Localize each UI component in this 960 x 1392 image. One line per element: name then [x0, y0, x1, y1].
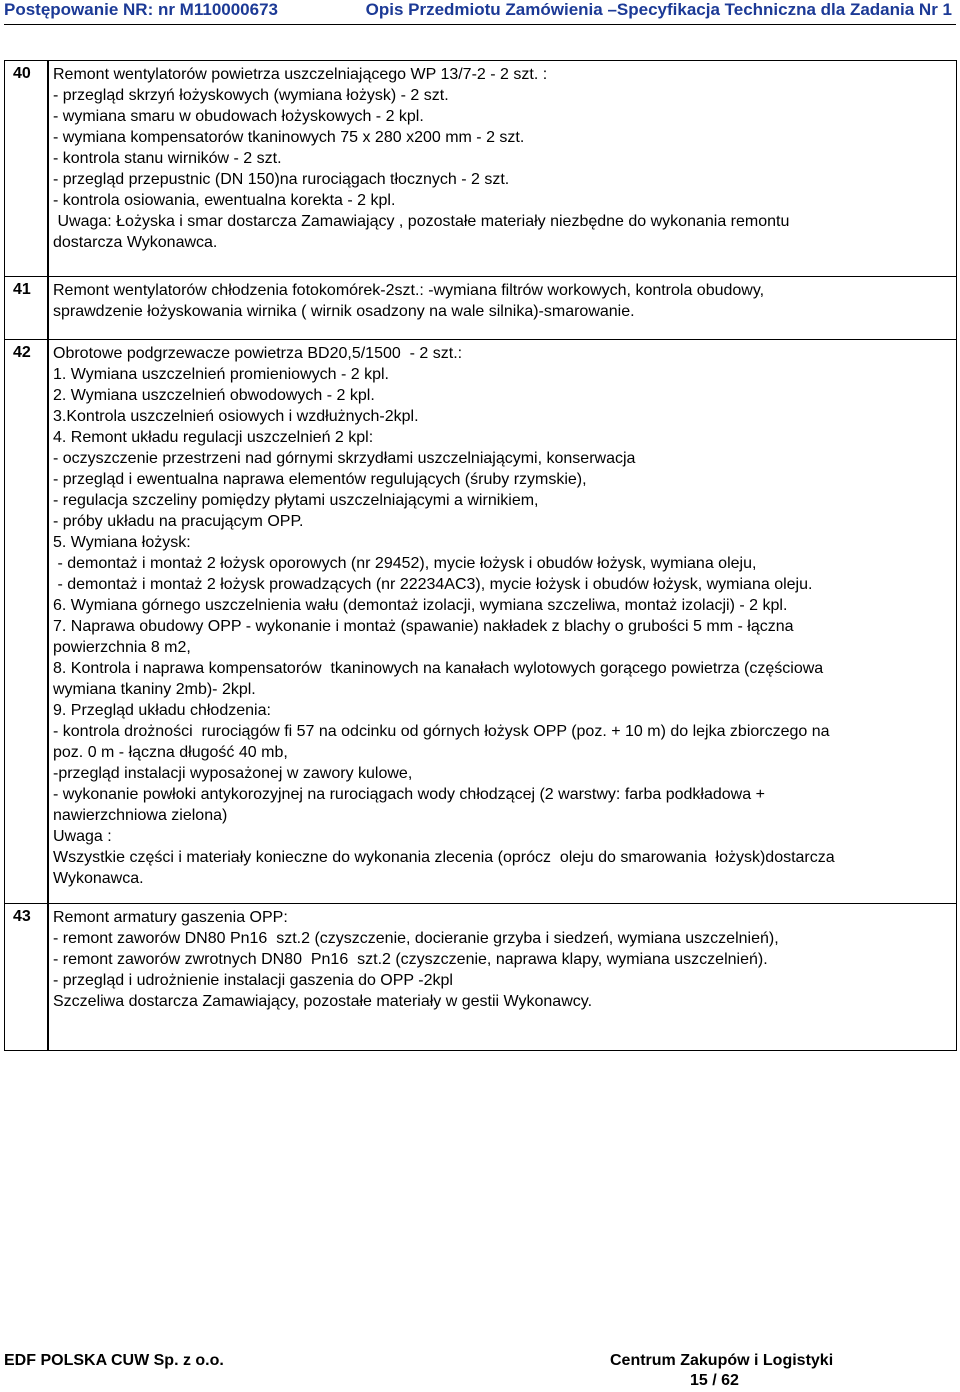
page-footer — [0, 1352, 960, 1392]
item-description — [49, 904, 956, 1050]
description-line: 8. Kontrola i naprawa kompensatorów tkaninowych na kanałach wylotowych gorącego powietrza (częściowa — [53, 660, 824, 677]
description-line: Wykonawca. — [53, 870, 144, 887]
item-description — [49, 277, 956, 339]
description-line: Remont armatury gaszenia OPP: — [53, 909, 288, 926]
description-line: 3.Kontrola uszczelnień osiowych i wzdłużnych-2kpl. — [53, 408, 419, 425]
department-name: Centrum Zakupów i Logistyki — [610, 1352, 834, 1369]
description-line: - kontrola stanu wirników - 2 szt. — [53, 150, 282, 167]
description-line: Obrotowe podgrzewacze powietrza BD20,5/1500 - 2 szt.: — [53, 345, 463, 362]
description-line: Uwaga: Łożyska i smar dostarcza Zamawiający , pozostałe materiały niezbędne do wykonania remontu — [53, 213, 790, 230]
page-header — [0, 0, 960, 22]
item-description — [49, 61, 956, 276]
description-line: Szczeliwa dostarcza Zamawiający, pozostałe materiały w gestii Wykonawcy. — [53, 993, 593, 1010]
description-line: dostarcza Wykonawca. — [53, 234, 218, 251]
table-row — [5, 277, 956, 340]
description-line: -przegląd instalacji wyposażonej w zawory kulowe, — [53, 765, 413, 782]
description-line: Uwaga : — [53, 828, 112, 845]
item-number: 42 — [5, 340, 49, 903]
item-number: 41 — [5, 277, 49, 339]
proceeding-number: Postępowanie NR: nr M110000673 — [4, 0, 279, 19]
description-line: 4. Remont układu regulacji uszczelnień 2 kpl: — [53, 429, 374, 446]
description-line: - przegląd i udrożnienie instalacji gaszenia do OPP -2kpl — [53, 972, 453, 989]
table-row — [5, 61, 956, 277]
description-line: wymiana tkaniny 2mb)- 2kpl. — [53, 681, 256, 698]
company-name: EDF POLSKA CUW Sp. z o.o. — [4, 1352, 224, 1369]
description-line: - wymiana kompensatorów tkaninowych 75 x 280 x200 mm - 2 szt. — [53, 129, 525, 146]
description-line: 5. Wymiana łożysk: — [53, 534, 191, 551]
description-line: 1. Wymiana uszczelnień promieniowych - 2 kpl. — [53, 366, 389, 383]
table-row — [5, 904, 956, 1050]
description-line: Remont wentylatorów chłodzenia fotokomórek-2szt.: -wymiana filtrów workowych, kontrola obudowy, — [53, 282, 765, 299]
item-description — [49, 340, 956, 903]
description-line: Wszystkie części i materiały konieczne do wykonania zlecenia (oprócz oleju do smarowania łożysk)dostarcza — [53, 849, 835, 866]
description-line: - kontrola drożności rurociągów fi 57 na odcinku od górnych łożysk OPP (poz. + 10 m) do lejka zbiorczego na — [53, 723, 830, 740]
description-line: - remont zaworów DN80 Pn16 szt.2 (czyszczenie, docieranie grzyba i siedzeń, wymiana uszczelnień), — [53, 930, 779, 947]
description-line: - kontrola osiowania, ewentualna korekta - 2 kpl. — [53, 192, 396, 209]
item-number: 40 — [5, 61, 49, 276]
description-line: 7. Naprawa obudowy OPP - wykonanie i montaż (spawanie) nakładek z blachy o grubości 5 mm - łączna — [53, 618, 794, 635]
description-line: Remont wentylatorów powietrza uszczelniającego WP 13/7-2 - 2 szt. : — [53, 66, 548, 83]
specification-table — [4, 60, 957, 1051]
description-line: 9. Przegląd układu chłodzenia: — [53, 702, 271, 719]
header-rule — [4, 24, 956, 25]
description-line: poz. 0 m - łączna długość 40 mb, — [53, 744, 288, 761]
description-line: 2. Wymiana uszczelnień obwodowych - 2 kpl. — [53, 387, 375, 404]
description-line: - demontaż i montaż 2 łożysk prowadzących (nr 22234AC3), mycie łożysk i obudów łożysk, wymiana oleju. — [53, 576, 813, 593]
description-line: - regulacja szczeliny pomiędzy płytami uszczelniającymi a wirnikiem, — [53, 492, 539, 509]
document-title: Opis Przedmiotu Zamówienia –Specyfikacja Techniczna dla Zadania Nr 1 — [365, 0, 952, 19]
page-number: 15 / 62 — [690, 1372, 739, 1389]
description-line: powierzchnia 8 m2, — [53, 639, 191, 656]
description-line: sprawdzenie łożyskowania wirnika ( wirnik osadzony na wale silnika)-smarowanie. — [53, 303, 635, 320]
description-line: - próby układu na pracującym OPP. — [53, 513, 304, 530]
description-line: - przegląd i ewentualna naprawa elementów regulujących (śruby rzymskie), — [53, 471, 587, 488]
description-line: - remont zaworów zwrotnych DN80 Pn16 szt.2 (czyszczenie, naprawa klapy, wymiana uszczelnień). — [53, 951, 768, 968]
description-line: 6. Wymiana górnego uszczelnienia wału (demontaż izolacji, wymiana szczeliwa, montaż izolacji) - 2 kpl. — [53, 597, 788, 614]
table-row — [5, 340, 956, 904]
description-line: - wymiana smaru w obudowach łożyskowych - 2 kpl. — [53, 108, 424, 125]
description-line: nawierzchniowa zielona) — [53, 807, 228, 824]
description-line: - wykonanie powłoki antykorozyjnej na rurociągach wody chłodzącej (2 warstwy: farba podkładowa + — [53, 786, 765, 803]
description-line: - oczyszczenie przestrzeni nad górnymi skrzydłami uszczelniającymi, konserwacja — [53, 450, 636, 467]
description-line: - demontaż i montaż 2 łożysk oporowych (nr 29452), mycie łożysk i obudów łożysk, wymiana oleju, — [53, 555, 757, 572]
description-line: - przegląd skrzyń łożyskowych (wymiana łożysk) - 2 szt. — [53, 87, 449, 104]
item-number: 43 — [5, 904, 49, 1050]
description-line: - przegląd przepustnic (DN 150)na rurociągach tłocznych - 2 szt. — [53, 171, 510, 188]
